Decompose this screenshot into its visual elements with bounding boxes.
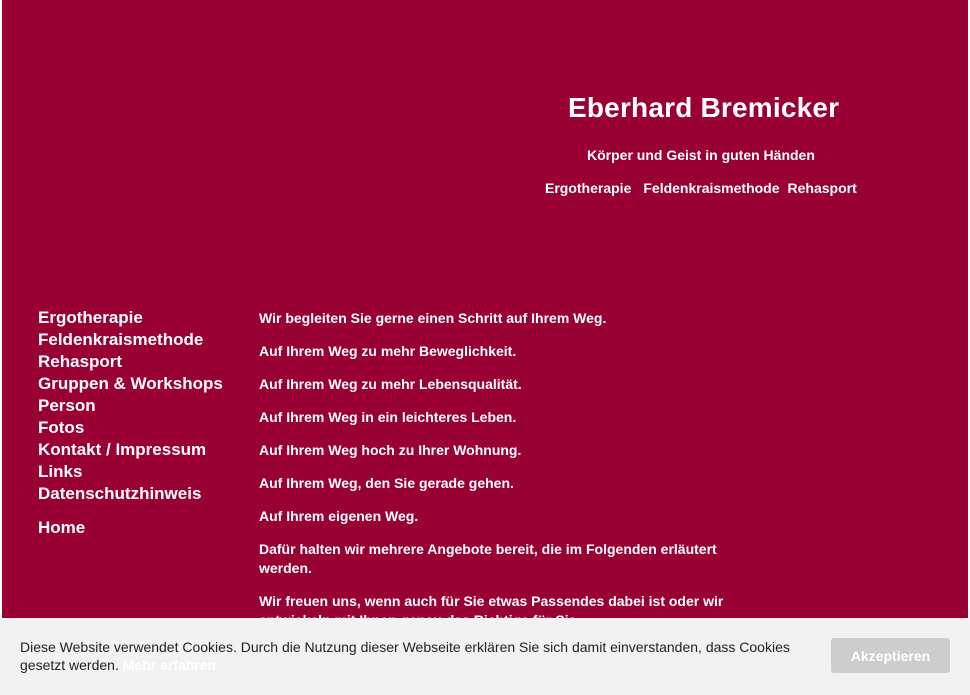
accept-cookies-button[interactable]: Akzeptieren bbox=[831, 638, 950, 673]
content-paragraph: Wir freuen uns, wenn auch für Sie etwas Passendes dabei ist oder wir bbox=[259, 593, 724, 609]
main-content bbox=[259, 309, 739, 644]
top-nav-rehasport[interactable]: Rehasport bbox=[787, 180, 857, 196]
sidebar-item-person[interactable]: Person bbox=[38, 396, 96, 415]
content-paragraph: Auf Ihrem Weg in ein leichteres Leben. bbox=[259, 409, 517, 425]
sidebar-item-home[interactable]: Home bbox=[38, 518, 86, 537]
content-paragraph: Dafür halten wir mehrere Angebote bereit, die im Folgenden erläutert werden. bbox=[259, 541, 717, 576]
cookie-banner bbox=[0, 618, 970, 695]
sidebar-nav bbox=[38, 307, 223, 539]
sidebar-item-gruppen-workshops[interactable]: Gruppen & Workshops bbox=[38, 374, 223, 393]
top-nav bbox=[545, 180, 857, 196]
content-paragraph: Auf Ihrem Weg zu mehr Lebensqualität. bbox=[259, 376, 522, 392]
cookie-message bbox=[20, 638, 810, 674]
sidebar-item-ergotherapie[interactable]: Ergotherapie bbox=[38, 308, 143, 327]
sidebar-item-links[interactable]: Links bbox=[38, 462, 83, 481]
top-nav-ergotherapie[interactable]: Ergotherapie bbox=[545, 180, 632, 196]
sidebar-item-feldenkraismethode[interactable]: Feldenkraismethode bbox=[38, 330, 204, 349]
content-paragraph: Auf Ihrem Weg, den Sie gerade gehen. bbox=[259, 475, 514, 491]
sidebar-item-kontakt-impressum[interactable]: Kontakt / Impressum bbox=[38, 440, 207, 459]
page-background bbox=[2, 0, 968, 695]
site-title: Eberhard Bremicker bbox=[568, 92, 840, 123]
sidebar-item-datenschutzhinweis[interactable]: Datenschutzhinweis bbox=[38, 484, 202, 503]
content-paragraph: Auf Ihrem Weg hoch zu Ihrer Wohnung. bbox=[259, 442, 522, 458]
content-paragraph: Wir begleiten Sie gerne einen Schritt auf Ihrem Weg. bbox=[259, 310, 607, 326]
content-paragraph: Auf Ihrem Weg zu mehr Beweglichkeit. bbox=[259, 343, 517, 359]
content-paragraph: Auf Ihrem eigenen Weg. bbox=[259, 508, 419, 524]
site-tagline: Körper und Geist in guten Händen bbox=[587, 147, 815, 163]
top-nav-feldenkraismethode[interactable]: Feldenkraismethode bbox=[643, 180, 780, 196]
sidebar-item-rehasport[interactable]: Rehasport bbox=[38, 352, 123, 371]
sidebar-item-fotos[interactable]: Fotos bbox=[38, 418, 85, 437]
cookie-text: Diese Website verwendet Cookies. Durch die Nutzung dieser Webseite erklären Sie sich damit einverstanden, dass Cookies gesetzt werden. bbox=[20, 639, 790, 673]
cookie-more-link[interactable]: Mehr erfahren bbox=[122, 657, 217, 673]
